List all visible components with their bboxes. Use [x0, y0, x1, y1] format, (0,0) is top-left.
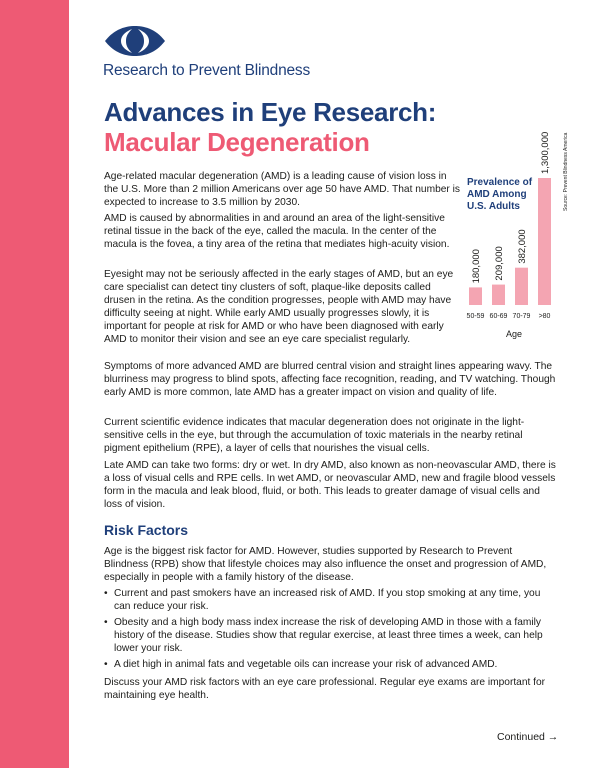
chart-bar [492, 285, 505, 305]
org-name: Research to Prevent Blindness [103, 62, 311, 79]
chart-data-label: 209,000 [494, 246, 505, 281]
paragraph-late-amd: Late AMD can take two forms: dry or wet. In dry AMD, also known as non-neovascular AMD, there is a loss of visual cells and RPE cells. In wet AMD, or neovascular AMD, new and fragile blood vessels form in the macula and leak blood, fluid, or both. This leads to greater damage of visual cells and loss of vision. [104, 460, 556, 510]
paragraph-evidence: Current scientific evidence indicates that macular degeneration does not originate in the light-sensitive cells in the eye, but through the accumulation of toxic materials in the nearby retinal pigment epithelium (RPE), a layer of cells that nourishes the visual cells. [104, 417, 525, 454]
chart-tick-label: 70-79 [512, 313, 531, 320]
chart-bar [515, 268, 528, 305]
risk-factors-heading: Risk Factors [104, 522, 189, 538]
continued-label: Continued [497, 731, 545, 743]
paragraph-cause: AMD is caused by abnormalities in and around an area of the light-sensitive retinal tissue in the back of the eye, called the macula. In the center of the macula is the fovea, a tiny area of the retina that mediates high-acuity vision. [104, 213, 450, 250]
list-item [104, 658, 559, 671]
chart-data-label: 1,300,000 [540, 131, 551, 174]
eye-logo-icon [105, 26, 165, 56]
list-item-text: Current and past smokers have an increased risk of AMD. If you stop smoking at any time, you can reduce your risk. [114, 588, 541, 612]
paragraph-closing: Discuss your AMD risk factors with an eye care professional. Regular eye exams are important for maintaining eye health. [104, 677, 546, 701]
chart-source-text: Source: Prevent Blindness America [563, 132, 569, 211]
chart-tick-label: >80 [538, 313, 551, 320]
chart-data-label: 180,000 [471, 249, 482, 284]
chart-bar [469, 287, 482, 305]
continued-link[interactable] [497, 731, 558, 743]
bullet-icon: • [104, 588, 108, 599]
list-item-text: Obesity and a high body mass index increase the risk of developing AMD in those with a family history of the disease. Studies show that regular exercise, at least three times a week, can help lower your risk. [114, 617, 543, 654]
side-accent-bar [0, 0, 69, 768]
paragraph-early-stages: Eyesight may not be seriously affected in the early stages of AMD, but an eye care specialist can detect tiny clusters of soft, plaque-like deposits called drusen in the retina. As the condition progresses, people with AMD may have difficulty seeing at night. While early AMD usually progresses slowly, it is important for people at risk for AMD or who have been diagnosed with early AMD to monitor their vision and see an eye care specialist regularly. [104, 269, 454, 345]
chart-tick-label: 50-59 [466, 313, 485, 320]
list-item-text: A diet high in animal fats and vegetable oils can increase your risk of advanced AMD. [114, 659, 498, 670]
logo [103, 26, 311, 82]
page-subtitle: Macular Degeneration [104, 127, 370, 157]
page-title: Advances in Eye Research: [104, 97, 437, 127]
paragraph-intro: Age-related macular degeneration (AMD) is a leading cause of vision loss in the U.S. More than 2 million Americans over age 50 have AMD. That number is expected to increase to 3.5 million by 2030. [104, 171, 460, 208]
list-item [104, 616, 559, 655]
chart-bar [538, 178, 551, 305]
chart-x-axis-label: Age [505, 329, 523, 339]
paragraph-symptoms: Symptoms of more advanced AMD are blurred central vision and straight lines appearing wavy. The blurriness may progress to blind spots, affecting face recognition, reading, and TV watching. Though early AMD is more common, late AMD has a greater impact on vision and quality of life. [104, 361, 556, 398]
chart-data-label: 382,000 [517, 229, 528, 264]
paragraph-risk-intro: Age is the biggest risk factor for AMD. However, studies supported by Research to Prevent Blindness (RPB) show that lifestyle choices may also influence the onset and progression of AMD, especially in people with a family history of the disease. [104, 546, 547, 583]
arrow-right-icon: → [547, 731, 559, 743]
list-item [104, 587, 559, 613]
bullet-icon: • [104, 617, 108, 628]
chart-title: Prevalence of AMD Among U.S. Adults [467, 177, 533, 212]
chart-tick-label: 60-69 [489, 313, 508, 320]
bullet-icon: • [104, 659, 108, 670]
